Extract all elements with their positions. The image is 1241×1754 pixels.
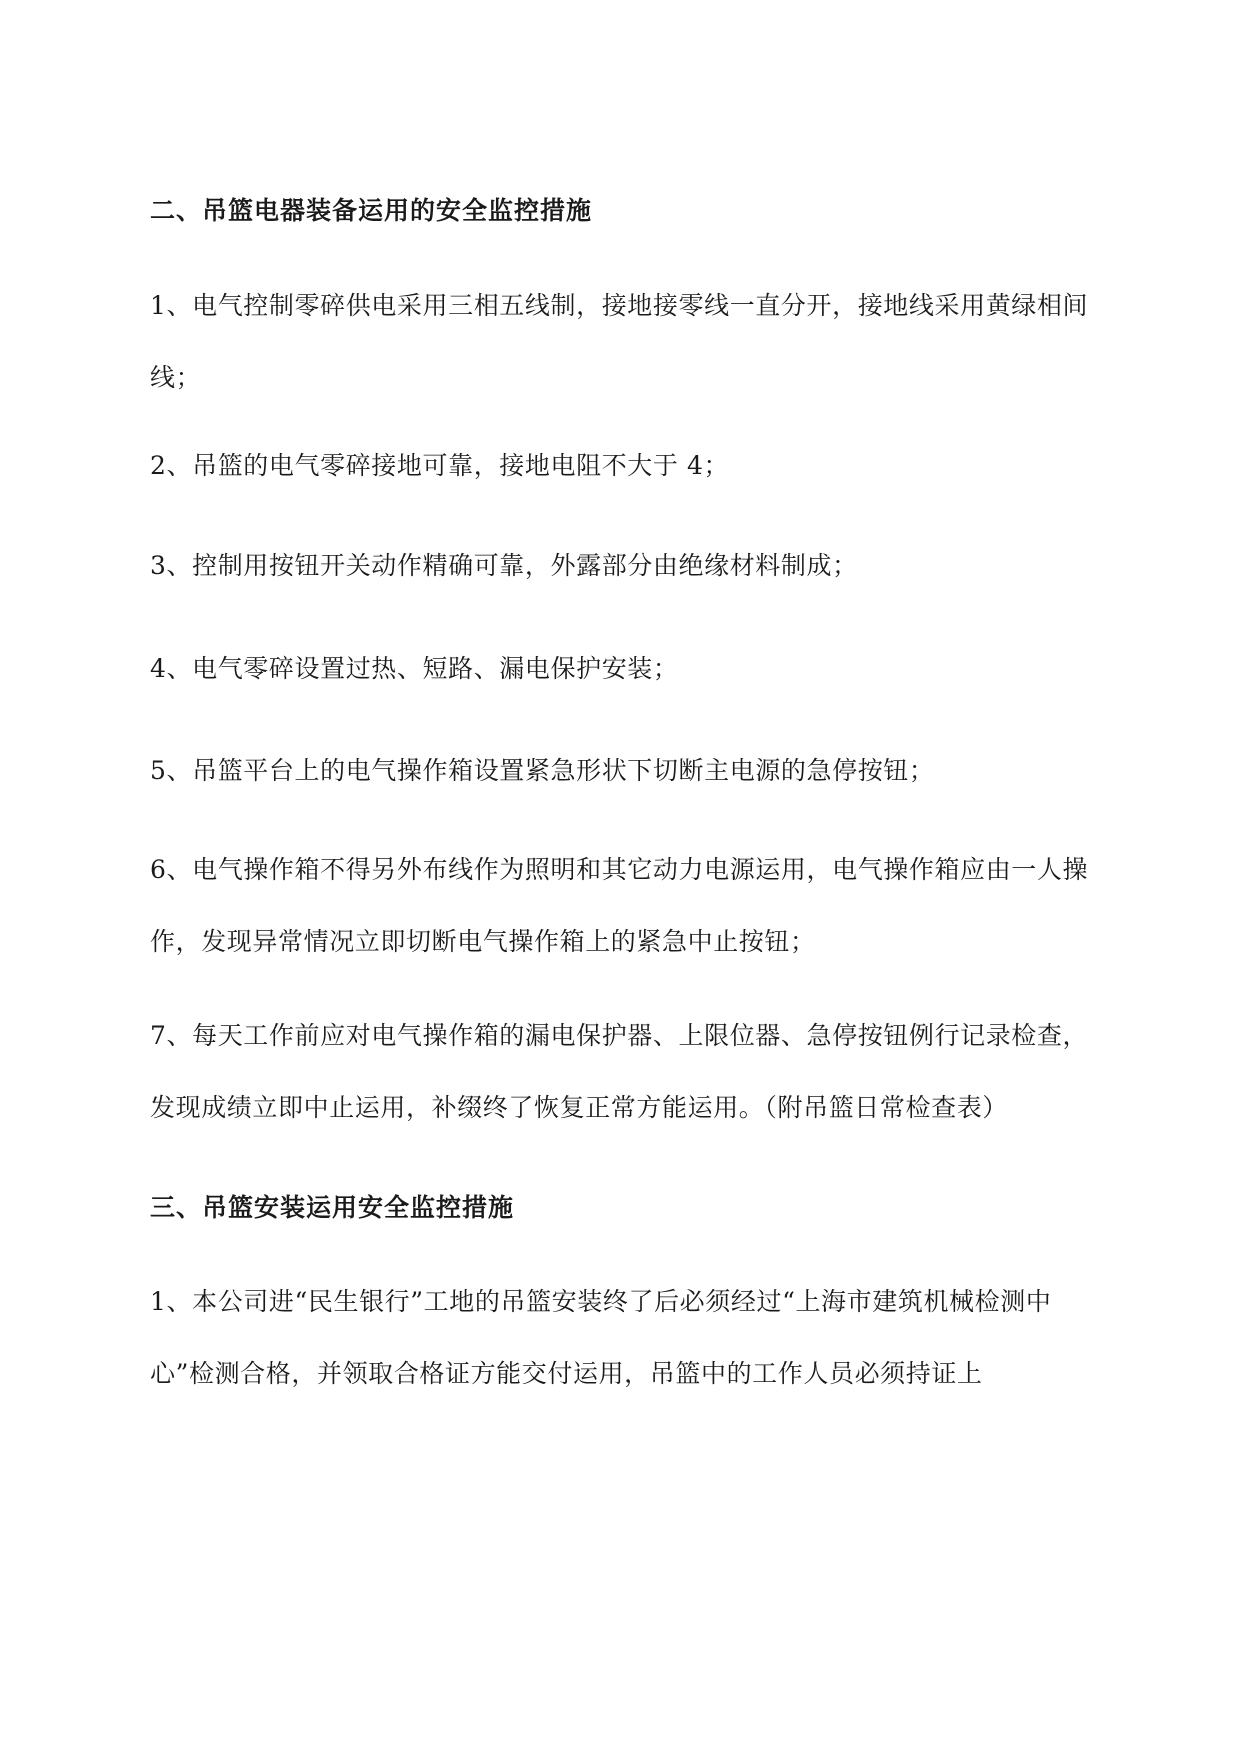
list-item-electrical-1: 1、电气控制零碎供电采用三相五线制，接地接零线一直分开，接地线采用黄绿相间线； bbox=[150, 291, 1089, 392]
list-item-electrical-3: 3、控制用按钮开关动作精确可靠，外露部分由绝缘材料制成； bbox=[150, 551, 858, 580]
list-item-electrical-4: 4、电气零碎设置过热、短路、漏电保护安装； bbox=[150, 654, 679, 683]
list-item-electrical-5: 5、吊篮平台上的电气操作箱设置紧急形状下切断主电源的急停按钮； bbox=[150, 756, 935, 785]
list-item-installation-1: 1、本公司进“民生银行”工地的吊篮安装终了后必须经过“上海市建筑机械检测中心”检测合格，并领取合格证方能交付运用，吊篮中的工作人员必须持证上 bbox=[150, 1287, 1052, 1388]
section-heading-installation: 三、吊篮安装运用安全监控措施 bbox=[150, 1193, 515, 1222]
list-item-electrical-2: 2、吊篮的电气零碎接地可靠，接地电阻不大于 4； bbox=[150, 451, 730, 480]
list-item-electrical-6: 6、电气操作箱不得另外布线作为照明和其它动力电源运用，电气操作箱应由一人操作，发现异常情况立即切断电气操作箱上的紧急中止按钮； bbox=[150, 855, 1089, 956]
list-item-electrical-7: 7、每天工作前应对电气操作箱的漏电保护器、上限位器、急停按钮例行记录检查，发现成绩立即中止运用，补缀终了恢复正常方能运用。（附吊篮日常检查表） bbox=[150, 1021, 1089, 1122]
section-heading-electrical: 二、吊篮电器装备运用的安全监控措施 bbox=[150, 196, 593, 225]
